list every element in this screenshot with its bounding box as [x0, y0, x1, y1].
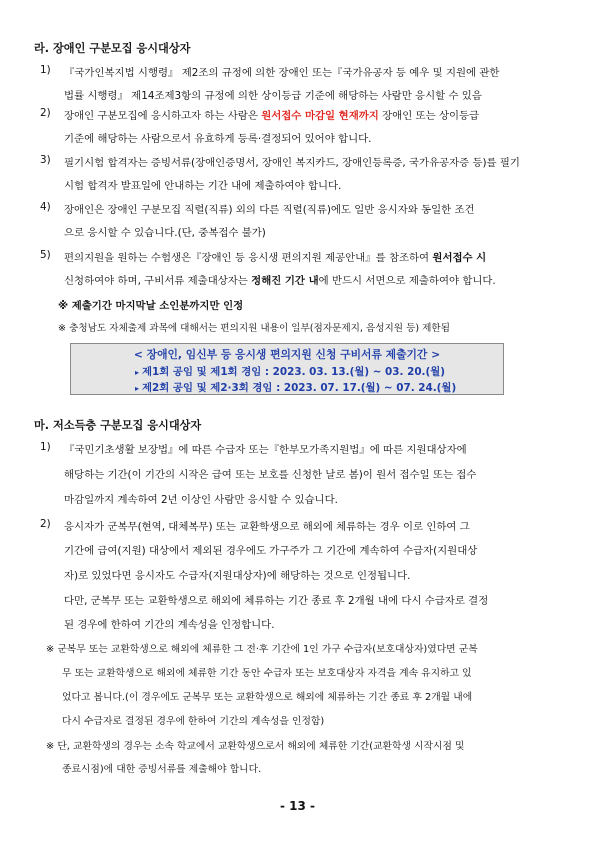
- support-limitation-note: ※ 충청남도 자체출제 과목에 대해서는 편의지원 내용이 일부(점자문제지, 음성지원 등) 제한됨: [58, 323, 450, 334]
- submission-period-text-1: 제1회 공임 및 제1회 경임 : 2023. 03. 13.(월) ~ 03. 20.(월): [142, 366, 446, 378]
- section-ra-heading: 라. 장애인 구분모집 응시대상자: [34, 42, 191, 55]
- deadline-highlight: 원서접수 마감일 현재까지: [261, 110, 379, 122]
- military-service-note-line-4: 다시 수급자로 결정된 경우에 한하여 기간의 계속성을 인정함): [62, 716, 325, 727]
- ma-item-2-line-2: 기간에 급여(지원) 대상에서 제외된 경우에도 가구주가 그 기간에 계속하여 수급자(지원대상: [64, 545, 478, 557]
- section-ma-heading: 마. 저소득층 구분모집 응시대상자: [34, 419, 202, 432]
- item-number: 2): [40, 518, 51, 530]
- item-number: 3): [40, 154, 51, 166]
- submission-period-row-2: [135, 379, 456, 394]
- submission-deadline-note: ※ 제출기간 마지막날 소인분까지만 인정: [58, 300, 244, 312]
- ra-item-5-text-c: 에 반드시 서면으로 제출하여야 합니다.: [318, 275, 496, 287]
- ra-item-5-text-a: 편의지원을 원하는 수험생은『장애인 등 응시생 편의지원 제공안내』를 참조하여: [64, 252, 433, 264]
- item-number: 1): [40, 441, 51, 453]
- ma-item-2-line-3: 자)로 있었다면 응시자도 수급자(지원대상자)에 해당하는 것으로 인정됩니다.: [64, 570, 411, 582]
- item-number: 2): [40, 107, 51, 119]
- ra-item-1-line-2: 법률 시행령』 제14조제3항의 규정에 의한 상이등급 기준에 해당하는 사람만 응시할 수 있음: [64, 90, 482, 102]
- ma-item-1-line-2: 해당하는 기간(이 기간의 시작은 급여 또는 보호를 신청한 날로 봄)이 원서 접수일 또는 접수: [64, 469, 477, 481]
- submission-period-row-1: [135, 363, 445, 378]
- item-number: 1): [40, 64, 51, 76]
- ra-item-5-text-b: 신청하여야 하며, 구비서류 제출대상자는: [64, 275, 252, 287]
- ra-item-2-text-b: 장애인 또는 상이등급: [378, 110, 480, 122]
- submission-period-title: < 장애인, 임신부 등 응시생 편의지원 신청 구비서류 제출기간 >: [133, 348, 441, 361]
- ra-item-2-text-a: 장애인 구분모집에 응시하고자 하는 사람은: [64, 110, 262, 122]
- submission-period-box: [70, 343, 504, 395]
- ra-item-1-line-1: 『국가인복지법 시행령』 제2조의 규정에 의한 장애인 또는『국가유공자 등 예우 및 지원에 관한: [64, 67, 500, 79]
- ma-item-2-line-5: 된 경우에 한하여 기간의 계속성을 인정합니다.: [64, 619, 275, 631]
- ra-item-4-line-1: 장애인은 장애인 구분모집 직렬(직류) 외의 다른 직렬(직류)에도 일반 응시자와 동일한 조건: [64, 204, 475, 216]
- ra-item-5-bold-a: 원서접수 시: [432, 252, 487, 264]
- ra-item-3-line-2: 시험 합격자 발표일에 안내하는 기간 내에 제출하여야 합니다.: [64, 180, 342, 192]
- ma-item-1-line-1: 『국민기초생활 보장법』에 따른 수급자 또는『한부모가족지원법』에 따른 지원대상자에: [64, 444, 467, 456]
- ra-item-5-line-1: [64, 249, 486, 264]
- page-number: - 13 -: [279, 799, 315, 813]
- military-service-note-line-1: ※ 군복무 또는 교환학생으로 해외에 체류한 그 전·후 기간에 1인 가구 수급자(보호대상자)였다면 군복: [46, 644, 478, 655]
- ra-item-2-line-2: 기준에 해당하는 사람으로서 유효하게 등록·결정되어 있어야 합니다.: [64, 133, 372, 145]
- military-service-note-line-3: 었다고 봅니다.(이 경우에도 군복무 또는 교환학생으로 해외에 체류하는 기간 종료 후 2개월 내에: [62, 692, 473, 703]
- ma-item-2-line-1: 응시자가 군복무(현역, 대체복무) 또는 교환학생으로 해외에 체류하는 경우 이로 인하여 그: [64, 521, 470, 533]
- triangle-bullet-icon: ▸: [135, 368, 140, 377]
- exchange-student-note-line-2: 종료시점)에 대한 증빙서류를 제출해야 합니다.: [62, 764, 262, 775]
- item-number: 5): [40, 249, 51, 261]
- submission-period-text-2: 제2회 공임 및 제2·3회 경임 : 2023. 07. 17.(월) ~ 07. 24.(월): [142, 382, 457, 394]
- ra-item-4-line-2: 으로 응시할 수 있습니다.(단, 중복접수 불가): [64, 227, 266, 239]
- ra-item-2-line-1: [64, 107, 479, 122]
- item-number: 4): [40, 201, 51, 213]
- military-service-note-line-2: 무 또는 교환학생으로 해외에 체류한 기간 동안 수급자 또는 보호대상자 자격을 계속 유지하고 있: [62, 668, 472, 679]
- ma-item-1-line-3: 마감일까지 계속하여 2년 이상인 사람만 응시할 수 있습니다.: [64, 494, 338, 506]
- ra-item-5-line-2: [64, 272, 496, 287]
- exchange-student-note-line-1: ※ 단, 교환학생의 경우는 소속 학교에서 교환학생으로서 해외에 체류한 기간(교환학생 시작시점 및: [46, 741, 465, 752]
- ra-item-5-bold-b: 정해진 기간 내: [251, 275, 319, 287]
- ma-item-2-line-4: 다만, 군복무 또는 교환학생으로 해외에 체류하는 기간 종료 후 2개월 내에 다시 수급자로 결정: [64, 595, 489, 607]
- ra-item-3-line-1: 필기시험 합격자는 증빙서류(장애인증명서, 장애인 복지카드, 장애인등록증, 국가유공자증 등)를 필기: [64, 157, 520, 169]
- triangle-bullet-icon: ▸: [135, 384, 140, 393]
